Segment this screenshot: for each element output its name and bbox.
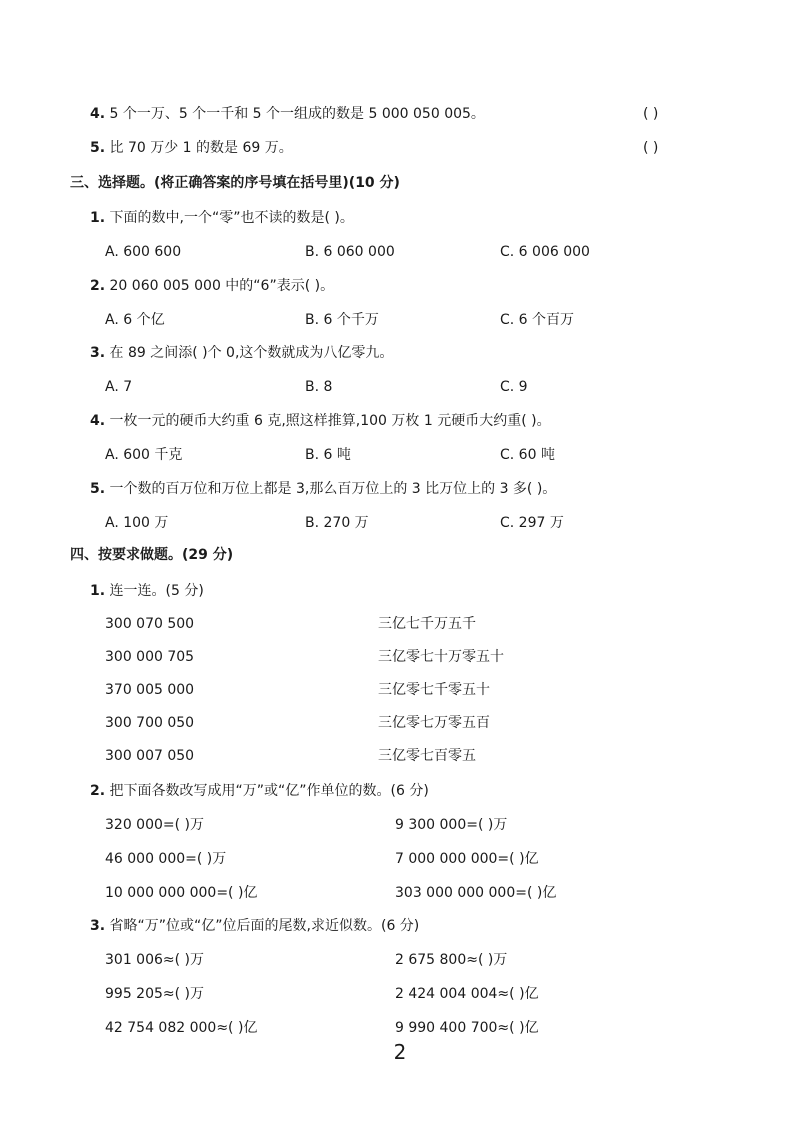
question-number: 2. bbox=[90, 278, 106, 294]
answer-blank[interactable]: ( ) bbox=[643, 140, 659, 156]
question-text: 省略“万”位或“亿”位后面的尾数,求近似数。(6 分) bbox=[109, 918, 420, 934]
match-right-item[interactable]: 三亿零七百零五 bbox=[378, 748, 476, 764]
option-a: A. 600 千克 bbox=[105, 447, 183, 463]
fill-in-item[interactable]: 10 000 000 000=( )亿 bbox=[105, 885, 258, 901]
question bbox=[90, 208, 354, 228]
judgment-item-4 bbox=[90, 104, 485, 124]
page-number: 2 bbox=[393, 1040, 407, 1064]
option-a: A. 100 万 bbox=[105, 515, 169, 531]
fill-in-item[interactable]: 2 675 800≈( )万 bbox=[395, 952, 508, 968]
option-b: B. 6 060 000 bbox=[305, 244, 395, 260]
fill-in-item[interactable]: 320 000=( )万 bbox=[105, 817, 204, 833]
question-number: 5. bbox=[90, 481, 106, 497]
question-number: 1. bbox=[90, 583, 106, 599]
fill-in-item[interactable]: 2 424 004 004≈( )亿 bbox=[395, 986, 539, 1002]
option-b: B. 6 个千万 bbox=[305, 312, 379, 328]
fill-in-item[interactable]: 9 990 400 700≈( )亿 bbox=[395, 1020, 539, 1036]
question-text: 一个数的百万位和万位上都是 3,那么百万位上的 3 比万位上的 3 多( )。 bbox=[109, 481, 557, 497]
option-b: B. 8 bbox=[305, 379, 333, 395]
question bbox=[90, 781, 429, 801]
question-number: 1. bbox=[90, 210, 106, 226]
fill-in-item[interactable]: 995 205≈( )万 bbox=[105, 986, 204, 1002]
item-number: 5. bbox=[90, 140, 106, 156]
answer-blank[interactable]: ( ) bbox=[643, 106, 659, 122]
question-number: 3. bbox=[90, 345, 106, 361]
option-c: C. 6 006 000 bbox=[500, 244, 590, 260]
match-left-item[interactable]: 300 000 705 bbox=[105, 649, 195, 665]
match-left-item[interactable]: 300 700 050 bbox=[105, 715, 195, 731]
match-right-item[interactable]: 三亿零七万零五百 bbox=[378, 715, 490, 731]
question bbox=[90, 343, 393, 363]
section-title: 四、按要求做题。(29 分) bbox=[70, 547, 234, 563]
option-c: C. 6 个百万 bbox=[500, 312, 575, 328]
question-text: 一枚一元的硬币大约重 6 克,照这样推算,100 万枚 1 元硬币大约重( )。 bbox=[109, 413, 551, 429]
option-b: B. 270 万 bbox=[305, 515, 369, 531]
option-c: C. 297 万 bbox=[500, 515, 564, 531]
question-text: 20 060 005 000 中的“6”表示( )。 bbox=[109, 278, 335, 294]
fill-in-item[interactable]: 301 006≈( )万 bbox=[105, 952, 204, 968]
option-c: C. 9 bbox=[500, 379, 528, 395]
judgment-item-5 bbox=[90, 138, 293, 158]
question-number: 3. bbox=[90, 918, 106, 934]
match-right-item[interactable]: 三亿零七十万零五十 bbox=[378, 649, 504, 665]
question-number: 2. bbox=[90, 783, 106, 799]
question bbox=[90, 411, 551, 431]
item-text: 5 个一万、5 个一千和 5 个一组成的数是 5 000 050 005。 bbox=[109, 106, 485, 122]
fill-in-item[interactable]: 7 000 000 000=( )亿 bbox=[395, 851, 539, 867]
question bbox=[90, 276, 334, 296]
question-number: 4. bbox=[90, 413, 106, 429]
option-b: B. 6 吨 bbox=[305, 447, 351, 463]
question bbox=[90, 916, 419, 936]
option-a: A. 7 bbox=[105, 379, 133, 395]
question-text: 下面的数中,一个“零”也不读的数是( )。 bbox=[109, 210, 354, 226]
question-text: 连一连。(5 分) bbox=[109, 583, 204, 599]
match-right-item[interactable]: 三亿七千万五千 bbox=[378, 616, 476, 632]
fill-in-item[interactable]: 303 000 000 000=( )亿 bbox=[395, 885, 557, 901]
question bbox=[90, 479, 556, 499]
match-left-item[interactable]: 370 005 000 bbox=[105, 682, 195, 698]
item-text: 比 70 万少 1 的数是 69 万。 bbox=[109, 140, 293, 156]
fill-in-item[interactable]: 42 754 082 000≈( )亿 bbox=[105, 1020, 258, 1036]
match-left-item[interactable]: 300 007 050 bbox=[105, 748, 195, 764]
option-c: C. 60 吨 bbox=[500, 447, 555, 463]
question bbox=[90, 581, 204, 601]
fill-in-item[interactable]: 9 300 000=( )万 bbox=[395, 817, 508, 833]
match-left-item[interactable]: 300 070 500 bbox=[105, 616, 195, 632]
question-text: 在 89 之间添( )个 0,这个数就成为八亿零九。 bbox=[109, 345, 394, 361]
option-a: A. 600 600 bbox=[105, 244, 182, 260]
fill-in-item[interactable]: 46 000 000=( )万 bbox=[105, 851, 227, 867]
section-title: 三、选择题。(将正确答案的序号填在括号里)(10 分) bbox=[70, 175, 400, 191]
option-a: A. 6 个亿 bbox=[105, 312, 165, 328]
item-number: 4. bbox=[90, 106, 106, 122]
question-text: 把下面各数改写成用“万”或“亿”作单位的数。(6 分) bbox=[109, 783, 429, 799]
match-right-item[interactable]: 三亿零七千零五十 bbox=[378, 682, 490, 698]
